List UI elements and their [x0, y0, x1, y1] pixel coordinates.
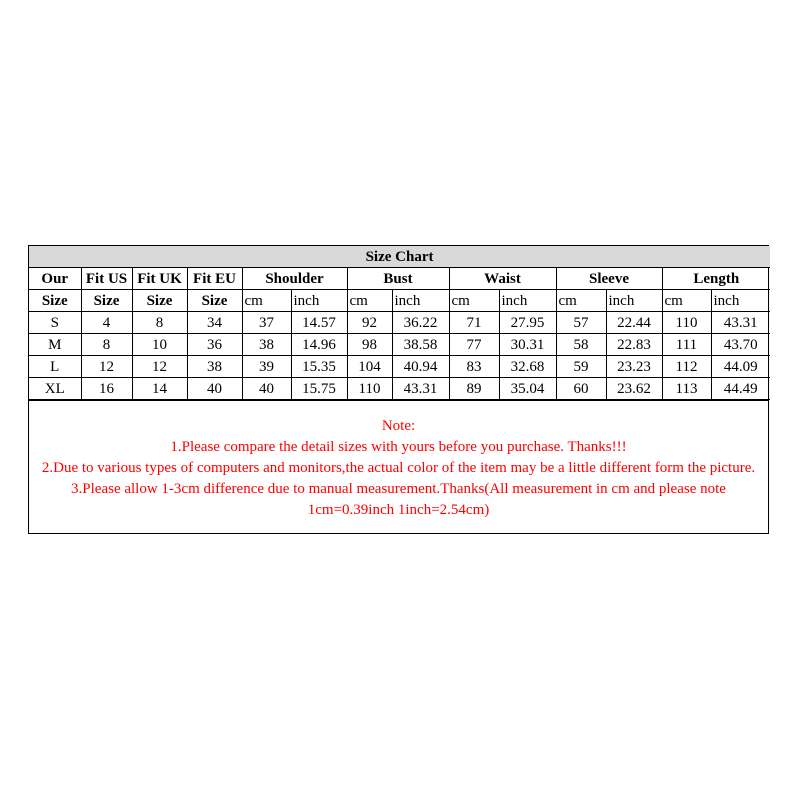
table-cell: 37 — [242, 312, 291, 334]
size-label-cell: M — [29, 334, 81, 356]
table-cell: 98 — [347, 334, 392, 356]
header-waist: Waist — [449, 268, 556, 290]
table-cell: 4 — [81, 312, 132, 334]
table-cell: 14.96 — [291, 334, 347, 356]
unit-waist-cm: cm — [449, 290, 499, 312]
table-cell: 44.09 — [711, 356, 770, 378]
header-shoulder: Shoulder — [242, 268, 347, 290]
table-cell: 57 — [556, 312, 606, 334]
header-length: Length — [662, 268, 770, 290]
table-cell: 23.23 — [606, 356, 662, 378]
table-cell: 60 — [556, 378, 606, 400]
table-cell: 8 — [132, 312, 187, 334]
table-cell: 34 — [187, 312, 242, 334]
unit-bust-inch: inch — [392, 290, 449, 312]
header-fit-uk-2: Size — [132, 290, 187, 312]
note-1: 1.Please compare the detail sizes with yours before you purchase. Thanks!!! — [170, 439, 627, 455]
table-cell: 58 — [556, 334, 606, 356]
notes-section — [29, 400, 768, 533]
table-cell: 22.83 — [606, 334, 662, 356]
table-cell: 40 — [242, 378, 291, 400]
size-table — [29, 246, 770, 400]
table-cell: 92 — [347, 312, 392, 334]
header-our-size-2: Size — [29, 290, 81, 312]
table-cell: 71 — [449, 312, 499, 334]
table-cell: 27.95 — [499, 312, 556, 334]
table-row — [29, 334, 770, 356]
table-cell: 43.70 — [711, 334, 770, 356]
header-fit-eu-1: Fit EU — [187, 268, 242, 290]
unit-sleeve-inch: inch — [606, 290, 662, 312]
table-cell: 16 — [81, 378, 132, 400]
note-heading: Note: — [381, 418, 416, 434]
table-cell: 104 — [347, 356, 392, 378]
header-fit-us-1: Fit US — [81, 268, 132, 290]
note-2: 2.Due to various types of computers and monitors,the actual color of the item may be a little different form the picture. — [41, 460, 756, 476]
chart-title: Size Chart — [29, 246, 770, 268]
unit-length-cm: cm — [662, 290, 711, 312]
header-fit-eu-2: Size — [187, 290, 242, 312]
table-cell: 38 — [242, 334, 291, 356]
header-sleeve: Sleeve — [556, 268, 662, 290]
table-cell: 36.22 — [392, 312, 449, 334]
table-cell: 44.49 — [711, 378, 770, 400]
size-label-cell: S — [29, 312, 81, 334]
table-cell: 110 — [347, 378, 392, 400]
header-bust: Bust — [347, 268, 449, 290]
table-cell: 40 — [187, 378, 242, 400]
table-cell: 43.31 — [392, 378, 449, 400]
size-label-cell: L — [29, 356, 81, 378]
table-cell: 113 — [662, 378, 711, 400]
unit-length-inch: inch — [711, 290, 770, 312]
note-3: 3.Please allow 1-3cm difference due to manual measurement.Thanks(All measurement in cm and please note 1cm=0.39inch 1inch=2.54cm) — [71, 481, 726, 518]
table-cell: 59 — [556, 356, 606, 378]
table-cell: 111 — [662, 334, 711, 356]
table-cell: 10 — [132, 334, 187, 356]
table-cell: 43.31 — [711, 312, 770, 334]
unit-shoulder-cm: cm — [242, 290, 291, 312]
table-cell: 30.31 — [499, 334, 556, 356]
table-cell: 14 — [132, 378, 187, 400]
table-cell: 40.94 — [392, 356, 449, 378]
table-cell: 12 — [81, 356, 132, 378]
table-cell: 39 — [242, 356, 291, 378]
table-cell: 32.68 — [499, 356, 556, 378]
table-cell: 35.04 — [499, 378, 556, 400]
table-row — [29, 312, 770, 334]
table-cell: 8 — [81, 334, 132, 356]
table-row — [29, 378, 770, 400]
unit-shoulder-inch: inch — [291, 290, 347, 312]
table-cell: 38.58 — [392, 334, 449, 356]
header-fit-us-2: Size — [81, 290, 132, 312]
table-cell: 15.75 — [291, 378, 347, 400]
header-our-size-1: Our — [29, 268, 81, 290]
table-cell: 15.35 — [291, 356, 347, 378]
table-cell: 112 — [662, 356, 711, 378]
table-cell: 83 — [449, 356, 499, 378]
table-cell: 36 — [187, 334, 242, 356]
size-chart — [28, 245, 769, 534]
unit-bust-cm: cm — [347, 290, 392, 312]
table-cell: 89 — [449, 378, 499, 400]
size-label-cell: XL — [29, 378, 81, 400]
table-cell: 77 — [449, 334, 499, 356]
table-cell: 12 — [132, 356, 187, 378]
table-cell: 110 — [662, 312, 711, 334]
unit-sleeve-cm: cm — [556, 290, 606, 312]
table-cell: 14.57 — [291, 312, 347, 334]
unit-waist-inch: inch — [499, 290, 556, 312]
table-cell: 22.44 — [606, 312, 662, 334]
header-fit-uk-1: Fit UK — [132, 268, 187, 290]
table-cell: 23.62 — [606, 378, 662, 400]
table-cell: 38 — [187, 356, 242, 378]
table-row — [29, 356, 770, 378]
